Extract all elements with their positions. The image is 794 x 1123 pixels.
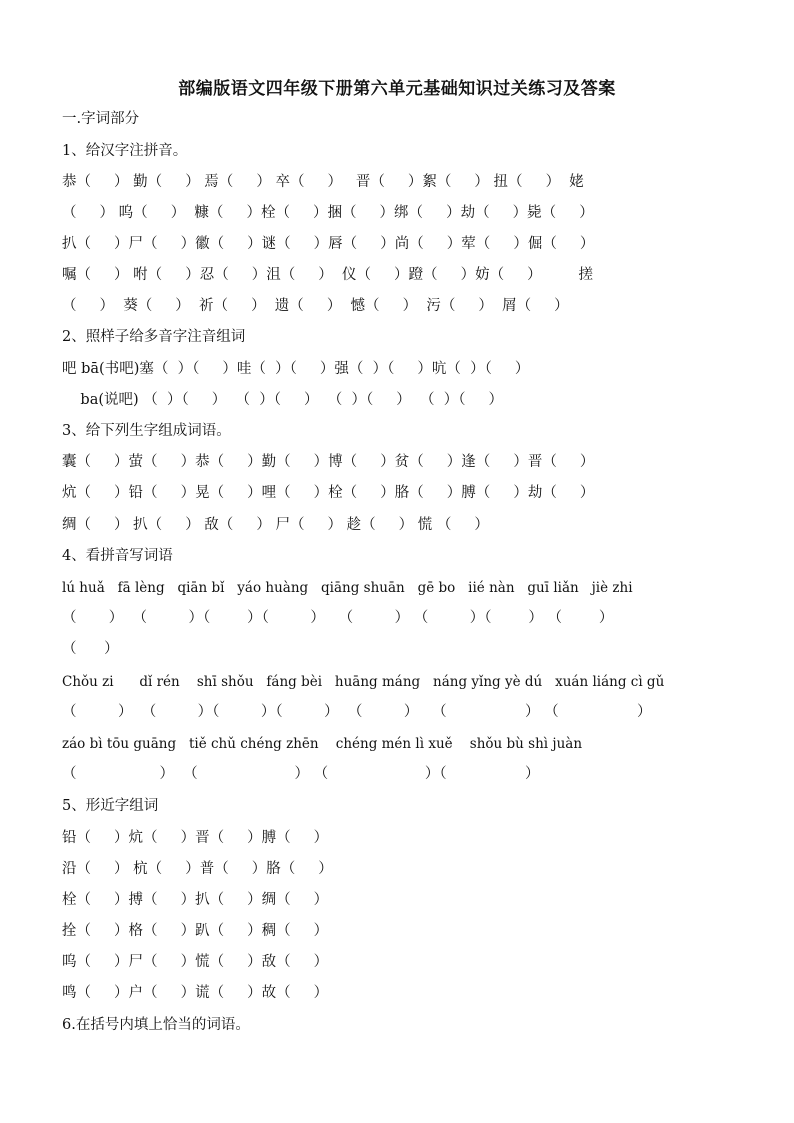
question-3-row: 囊（ ）萤（ ）恭（ ）勤（ ）博（ ）贫（ ）逢（ ）晋（ ） [62,454,595,470]
question-2-row: 吧 bā(书吧)塞（ ）（ ）哇（ ）（ ）强（ ）（ ）吭（ ）（ ） [62,361,530,377]
answer-blanks-row: （ ） （ ） （ ）（ ） [62,766,540,782]
question-3-row: 炕（ ）铅（ ）晃（ ）哩（ ）栓（ ）胳（ ）膊（ ）劫（ ） [62,485,595,501]
question-6-label: 6.在括号内填上恰当的词语。 [62,1017,250,1033]
answer-blanks-row: （ ） [62,641,119,657]
question-1-label: 1、给汉字注拼音。 [62,143,188,159]
question-3-label: 3、给下列生字组成词语。 [62,423,231,439]
question-1-row: 扒（ ）尸（ ）徽（ ）谜（ ）唇（ ）尚（ ）荤（ ）倔（ ） [62,236,595,252]
question-5-label: 5、形近字组词 [62,798,159,814]
question-1-row: （ ） 葵（ ） 祈（ ） 遗（ ） 憾（ ） 污（ ） 屑（ ） [62,298,569,314]
pinyin-row: záo bì tōu guāng tiě chǔ chéng zhēn chéng mén lì xuě shǒu bù shì juàn [62,736,583,752]
question-1-row: （ ） 呜（ ） 糠（ ）栓（ ）捆（ ）绑（ ）劫（ ）毙（ ） [62,205,594,221]
question-5-row: 栓（ ）搏（ ）扒（ ）绸（ ） [62,892,329,908]
question-3-row: 绸（ ） 扒（ ） 敌（ ） 尸（ ） 趁（ ） 慌 （ ） [62,517,489,533]
question-5-row: 鸣（ ）户（ ）谎（ ）故（ ） [62,985,329,1001]
pinyin-row: Chǒu zi dǐ rén shī shǒu fáng bèi huāng máng náng yǐng yè dú xuán liáng cì gǔ [62,674,665,690]
question-2-label: 2、照样子给多音字注音组词 [62,329,246,345]
question-1-row: 恭（ ） 勤（ ） 焉（ ） 卒（ ） 晋（ ）絮（ ） 扭（ ） 姥 [62,174,584,190]
section-heading: 一.字词部分 [62,111,140,127]
page-title: 部编版语文四年级下册第六单元基础知识过关练习及答案 [178,79,616,99]
answer-blanks-row: （ ） （ ）（ ）（ ） （ ） （ ） （ ） [62,704,652,720]
question-1-row: 嘱（ ） 咐（ ）忍（ ）沮（ ） 仪（ ）蹬（ ）妨（ ） 搓 [62,267,594,283]
answer-blanks-row: （ ） （ ）（ ）（ ） （ ） （ ）（ ） （ ） [62,610,614,626]
question-5-row: 沿（ ） 杭（ ）普（ ）胳（ ） [62,861,333,877]
question-2-row: ba(说吧) （ ）（ ） （ ）（ ） （ ）（ ） （ ）（ ） [62,392,503,408]
question-5-row: 拴（ ）格（ ）趴（ ）稠（ ） [62,923,329,939]
question-4-label: 4、看拼音写词语 [62,548,173,564]
question-5-row: 呜（ ）尸（ ）慌（ ）敌（ ） [62,954,329,970]
pinyin-row: lú huǎ fā lèng qiān bǐ yáo huàng qiāng shuān gē bo iié nàn guī liǎn jiè zhi [62,580,633,596]
question-5-row: 铅（ ）炕（ ）晋（ ）膊（ ） [62,830,329,846]
